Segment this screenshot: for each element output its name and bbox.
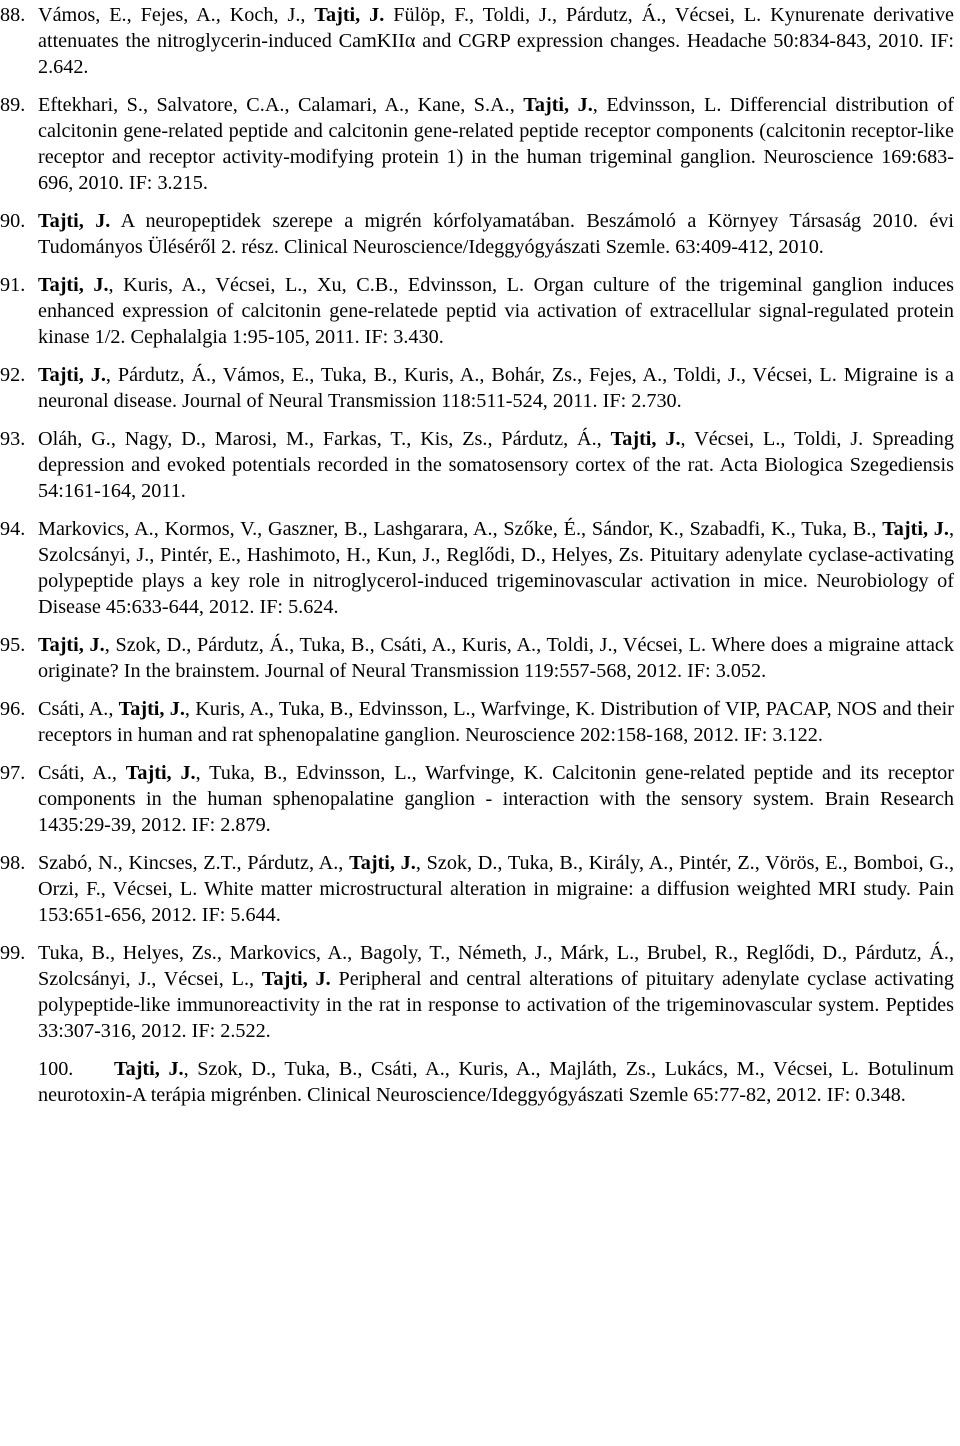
reference-text: , Kuris, A., Tuka, B., Edvinsson, L., Warfvinge, K. Distribution of VIP, PACAP, NOS and their receptors in human and rat sphenopalatine ganglion. Neuroscience 202:158-168, 2012. IF: 3.122.	[38, 698, 954, 746]
reference-text: , Szolcsányi, J., Pintér, E., Hashimoto, H., Kun, J., Reglődi, D., Helyes, Zs. Pituitary adenylate cyclase-activating polypeptide plays a key role in nitroglycerol-induced trigeminovascular activation in mice. Neurobiology of Disease 45:633-644, 2012. IF: 5.624.	[38, 518, 954, 618]
reference-text: Tuka, B., Helyes, Zs., Markovics, A., Bagoly, T., Németh, J., Márk, L., Brubel, R., Reglődi, D., Párdutz, Á., Szolcsányi, J., Vécsei, L.,	[38, 942, 954, 990]
reference-number: 98.	[0, 852, 26, 874]
reference-text: , Kuris, A., Vécsei, L., Xu, C.B., Edvinsson, L. Organ culture of the trigeminal ganglion induces enhanced expression of calcitonin gene-relatede peptid via activation of extracellular signal-regulated protein kinase 1/2. Cephalalgia 1:95-105, 2011. IF: 3.430.	[38, 274, 954, 348]
author-highlight: Tajti, J.	[882, 518, 949, 540]
reference-item	[0, 362, 960, 414]
reference-number: 95.	[0, 634, 26, 656]
author-highlight: Tajti, J.	[38, 210, 111, 232]
author-highlight: Tajti, J.	[114, 1058, 184, 1080]
author-highlight: Tajti, J.	[38, 634, 105, 656]
author-highlight: Tajti, J.	[261, 968, 331, 990]
reference-number: 94.	[0, 518, 26, 540]
reference-item	[0, 760, 960, 838]
author-highlight: Tajti, J.	[523, 94, 593, 116]
reference-text: Szabó, N., Kincses, Z.T., Párdutz, A.,	[38, 852, 350, 874]
reference-item	[0, 426, 960, 504]
author-highlight: Tajti, J.	[610, 428, 681, 450]
reference-number: 99.	[0, 942, 26, 964]
reference-number: 100.	[38, 1058, 74, 1080]
reference-item	[0, 940, 960, 1044]
author-highlight: Tajti, J.	[125, 762, 196, 784]
author-highlight: Tajti, J.	[314, 4, 385, 26]
reference-text: Eftekhari, S., Salvatore, C.A., Calamari, A., Kane, S.A.,	[38, 94, 524, 116]
reference-item	[0, 2, 960, 80]
reference-text: , Szok, D., Tuka, B., Király, A., Pintér, Z., Vörös, E., Bomboi, G., Orzi, F., Vécsei, L. White matter microstructural alteration in migraine: a diffusion weighted MRI study. Pain 153:651-656, 2012. IF: 5.644.	[38, 852, 954, 926]
reference-text: A neuropeptidek szerepe a migrén kórfolyamatában. Beszámoló a Környey Társaság 2010. évi Tudományos Üléséről 2. rész. Clinical Neuroscience/Ideggyógyászati Szemle. 63:409-412, 2010.	[38, 210, 954, 258]
author-highlight: Tajti, J.	[38, 274, 109, 296]
reference-number: 96.	[0, 698, 26, 720]
reference-text: , Edvinsson, L. Differencial distribution of calcitonin gene-related peptide and calcitonin gene-related peptide receptor components (calcitonin receptor-like receptor and receptor activity-modifying protein 1) in the human trigeminal ganglion. Neuroscience 169:683-696, 2010. IF: 3.215.	[38, 94, 954, 194]
reference-item	[0, 696, 960, 748]
reference-number: 89.	[0, 94, 26, 116]
reference-list	[0, 2, 960, 1120]
reference-text: Csáti, A.,	[38, 762, 126, 784]
reference-text: Peripheral and central alterations of pituitary adenylate cyclase activating polypeptide-like immunoreactivity in the rat in response to activation of the trigeminovascular system. Peptides 33:307-316, 2012. IF: 2.522.	[38, 968, 954, 1042]
reference-text: , Szok, D., Tuka, B., Csáti, A., Kuris, A., Majláth, Zs., Lukács, M., Vécsei, L. Botulinum neurotoxin-A terápia migrénben. Clinical Neuroscience/Ideggyógyászati Szemle 65:77-82, 2012. IF: 0.348.	[38, 1058, 955, 1106]
reference-text: Csáti, A.,	[38, 698, 119, 720]
reference-text: , Vécsei, L., Toldi, J. Spreading depression and evoked potentials recorded in the somatosensory cortex of the rat. Acta Biologica Szegediensis 54:161-164, 2011.	[38, 428, 954, 502]
reference-item	[0, 208, 960, 260]
reference-item	[0, 92, 960, 196]
reference-number: 91.	[0, 274, 26, 296]
reference-item	[0, 516, 960, 620]
reference-text: , Szok, D., Párdutz, Á., Tuka, B., Csáti, A., Kuris, A., Toldi, J., Vécsei, L. Where does a migraine attack originate? In the brainstem. Journal of Neural Transmission 119:557-568, 2012. IF: 3.052.	[38, 634, 954, 682]
reference-item	[0, 850, 960, 928]
reference-text: , Tuka, B., Edvinsson, L., Warfvinge, K. Calcitonin gene-related peptide and its receptor components in the human sphenopalatine ganglion - interaction with the sensory system. Brain Research 1435:29-39, 2012. IF: 2.879.	[38, 762, 954, 836]
reference-text: Vámos, E., Fejes, A., Koch, J.,	[38, 4, 315, 26]
reference-text: Markovics, A., Kormos, V., Gaszner, B., Lashgarara, A., Szőke, É., Sándor, K., Szabadfi, K., Tuka, B.,	[38, 518, 883, 540]
reference-item	[0, 272, 960, 350]
author-highlight: Tajti, J.	[349, 852, 416, 874]
reference-number: 93.	[0, 428, 26, 450]
author-highlight: Tajti, J.	[118, 698, 185, 720]
reference-number: 88.	[0, 4, 26, 26]
reference-text: Oláh, G., Nagy, D., Marosi, M., Farkas, T., Kis, Zs., Párdutz, Á.,	[38, 428, 611, 450]
reference-number: 90.	[0, 210, 26, 232]
author-highlight: Tajti, J.	[38, 364, 106, 386]
reference-text: Fülöp, F., Toldi, J., Párdutz, Á., Vécsei, L. Kynurenate derivative attenuates the nitroglycerin-induced CamKIIα and CGRP expression changes. Headache 50:834-843, 2010. IF: 2.642.	[38, 4, 955, 78]
reference-item	[0, 632, 960, 684]
reference-item	[0, 1056, 960, 1108]
reference-text: , Párdutz, Á., Vámos, E., Tuka, B., Kuris, A., Bohár, Zs., Fejes, A., Toldi, J., Vécsei, L. Migraine is a neuronal disease. Journal of Neural Transmission 118:511-524, 2011. IF: 2.730.	[38, 364, 954, 412]
reference-number: 92.	[0, 364, 26, 386]
reference-number: 97.	[0, 762, 26, 784]
